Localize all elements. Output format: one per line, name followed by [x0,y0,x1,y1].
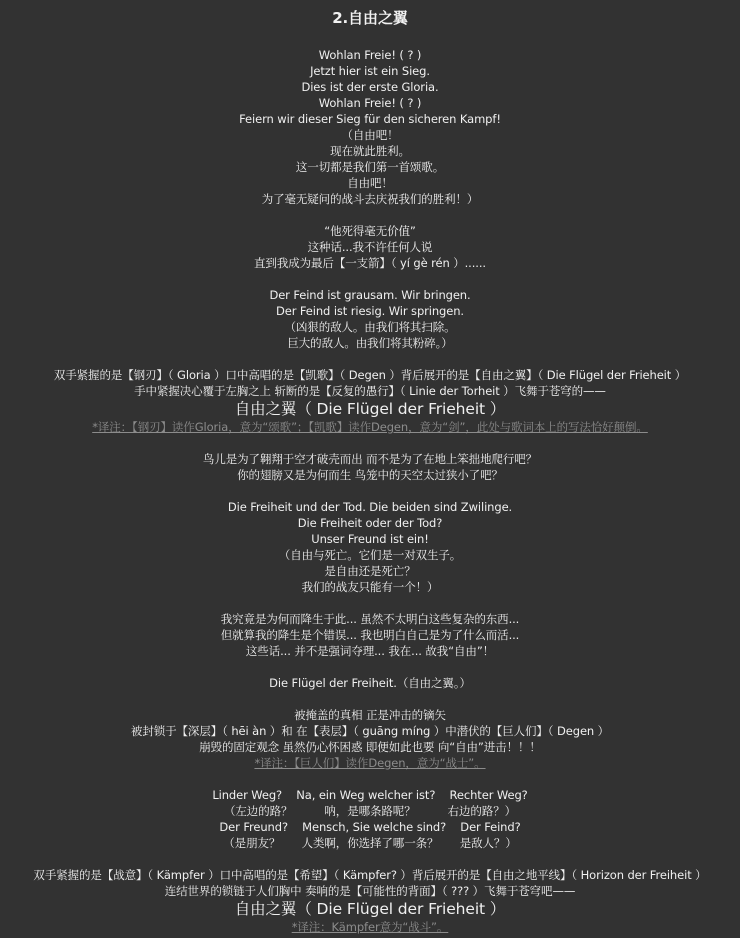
stanza-7 [0,675,740,691]
stanza-gap [0,659,740,675]
lyric-line: （自由吧！ [341,128,399,142]
stanza-4 [0,451,740,483]
lyric-line: （自由与死亡。它们是一对双生子。 [278,548,462,562]
chorus-1 [0,367,740,435]
stanza-gap [0,771,740,787]
stanza-gap [0,435,740,451]
chorus-2 [0,867,740,935]
lyric-line: 自由吧！ [347,176,393,190]
lyric-line: Linder Weg? Na, ein Weg welcher ist? Rechter Weg? [212,788,528,802]
lyric-line: 巨大的敌人。由我们将其粉碎。） [287,336,453,350]
stanza-gap [0,271,740,287]
stanza-gap [0,595,740,611]
lyric-line: Der Feind ist riesig. Wir springen. [276,304,464,318]
lyric-line: 被封锁于【深层】（ hēi àn ）和 在【表层】（ guāng míng ）中潜伏的【巨人们】（ Degen ） [130,724,610,738]
stanza-gap [0,483,740,499]
lyric-line: Die Flügel der Freiheit.（自由之翼。） [269,676,471,690]
chorus-emphasis-line: 自由之翼（ Die Flügel der Frieheit ） [234,900,506,918]
stanza-gap [0,851,740,867]
stanza-1 [0,47,740,207]
translator-note: *译注：【巨人们】读作Degen，意为“战士”。 [254,756,486,770]
song-title: 2.自由之翼 [332,9,408,27]
chorus-emphasis-line: 自由之翼（ Die Flügel der Frieheit ） [234,400,506,418]
stanza-5 [0,499,740,595]
stanza-9 [0,787,740,851]
lyric-line: 崩毁的固定观念 虽然仍心怀困惑 即便如此也要 向“自由”进击！！！ [199,740,541,754]
stanza-gap [0,351,740,367]
lyric-line: 你的翅膀又是为何而生 鸟笼中的天空太过狭小了吧？ [237,468,503,482]
lyric-line: 连结世界的锁链于人们胸中 奏响的是【可能性的背面】（ ??? ）飞舞于苍穹吧—— [164,884,576,898]
lyric-line: （左边的路？ 呐，是哪条路呢？ 右边的路？） [224,804,516,818]
stanza-3 [0,287,740,351]
lyric-line: Die Freiheit oder der Tod? [297,516,443,530]
lyric-line: 我究竟是为何而降生于此... 虽然不太明白这些复杂的东西... [220,612,520,626]
lyric-line: （凶狠的敌人。由我们将其扫除。 [284,320,456,334]
lyric-line: 这些话... 并不是强词夺理... 我在... 故我“自由”！ [245,644,495,658]
lyric-line: 这一切都是我们第一首颂歌。 [295,160,445,174]
lyric-line: 但就算我的降生是个错误... 我也明白自己是为了什么而活... [220,628,520,642]
lyric-line: 为了毫无疑问的战斗去庆祝我们的胜利！） [261,192,479,206]
stanza-8 [0,707,740,771]
lyric-line: 直到我成为最后【一支箭】（ yí gè rén ）...... [254,256,486,270]
lyric-line: Dies ist der erste Gloria. [301,80,439,94]
lyric-line: Jetzt hier ist ein Sieg. [310,64,430,78]
lyric-line: Wohlan Freie! ( ? ) [318,48,422,62]
lyric-line: 我们的战友只能有一个！） [301,580,439,594]
lyric-line: 这种话...我不许任何人说 [307,240,433,254]
stanza-gap [0,207,740,223]
translator-note: *译注：【钢刃】读作Gloria，意为“颂歌”；【凯歌】读作Degen，意为“剑”，此处与歌词本上的写法恰好颠倒。 [92,420,648,434]
lyric-line: 鸟儿是为了翱翔于空才破壳而出 而不是为了在地上笨拙地爬行吧？ [202,452,538,466]
lyric-line: Der Freund? Mensch, Sie welche sind? Der Feind? [219,820,521,834]
lyric-line: 双手紧握的是【战意】（ Kämpfer ）口中高唱的是【希望】（ Kämpfer? ）背后展开的是【自由之地平线】（ Horizon der Freiheit ） [33,868,707,882]
lyric-line: 双手紧握的是【钢刃】（ Gloria ）口中高唱的是【凯歌】（ Degen ）背后展开的是【自由之翼】（ Die Flügel der Frieheit ） [53,368,687,382]
lyric-line: Feiern wir dieser Sieg für den sicheren Kampf! [239,112,501,126]
lyric-line: （是朋友？ 人类啊，你选择了哪一条？ 是敌人？） [223,836,517,850]
lyric-line: Der Feind ist grausam. Wir bringen. [269,288,471,302]
lyric-line: “他死得毫无价值” [324,224,416,238]
stanza-2 [0,223,740,271]
lyric-line: Wohlan Freie! ( ? ) [318,96,422,110]
translator-note: *译注：Kämpfer意为“战斗”。 [291,920,449,934]
lyric-line: 是自由还是死亡？ [324,564,416,578]
lyric-line: 被掩盖的真相 正是冲击的镝矢 [294,708,446,722]
lyric-line: Die Freiheit und der Tod. Die beiden sind Zwilinge. [227,500,513,514]
lyric-line: 手中紧握决心覆于左胸之上 斩断的是【反复的愚行】（ Linie der Torheit ）飞舞于苍穹的—— [134,384,606,398]
lyric-line: 现在就此胜利。 [330,144,410,158]
lyric-line: Unser Freund ist ein! [311,532,429,546]
stanza-6 [0,611,740,659]
stanza-gap [0,691,740,707]
